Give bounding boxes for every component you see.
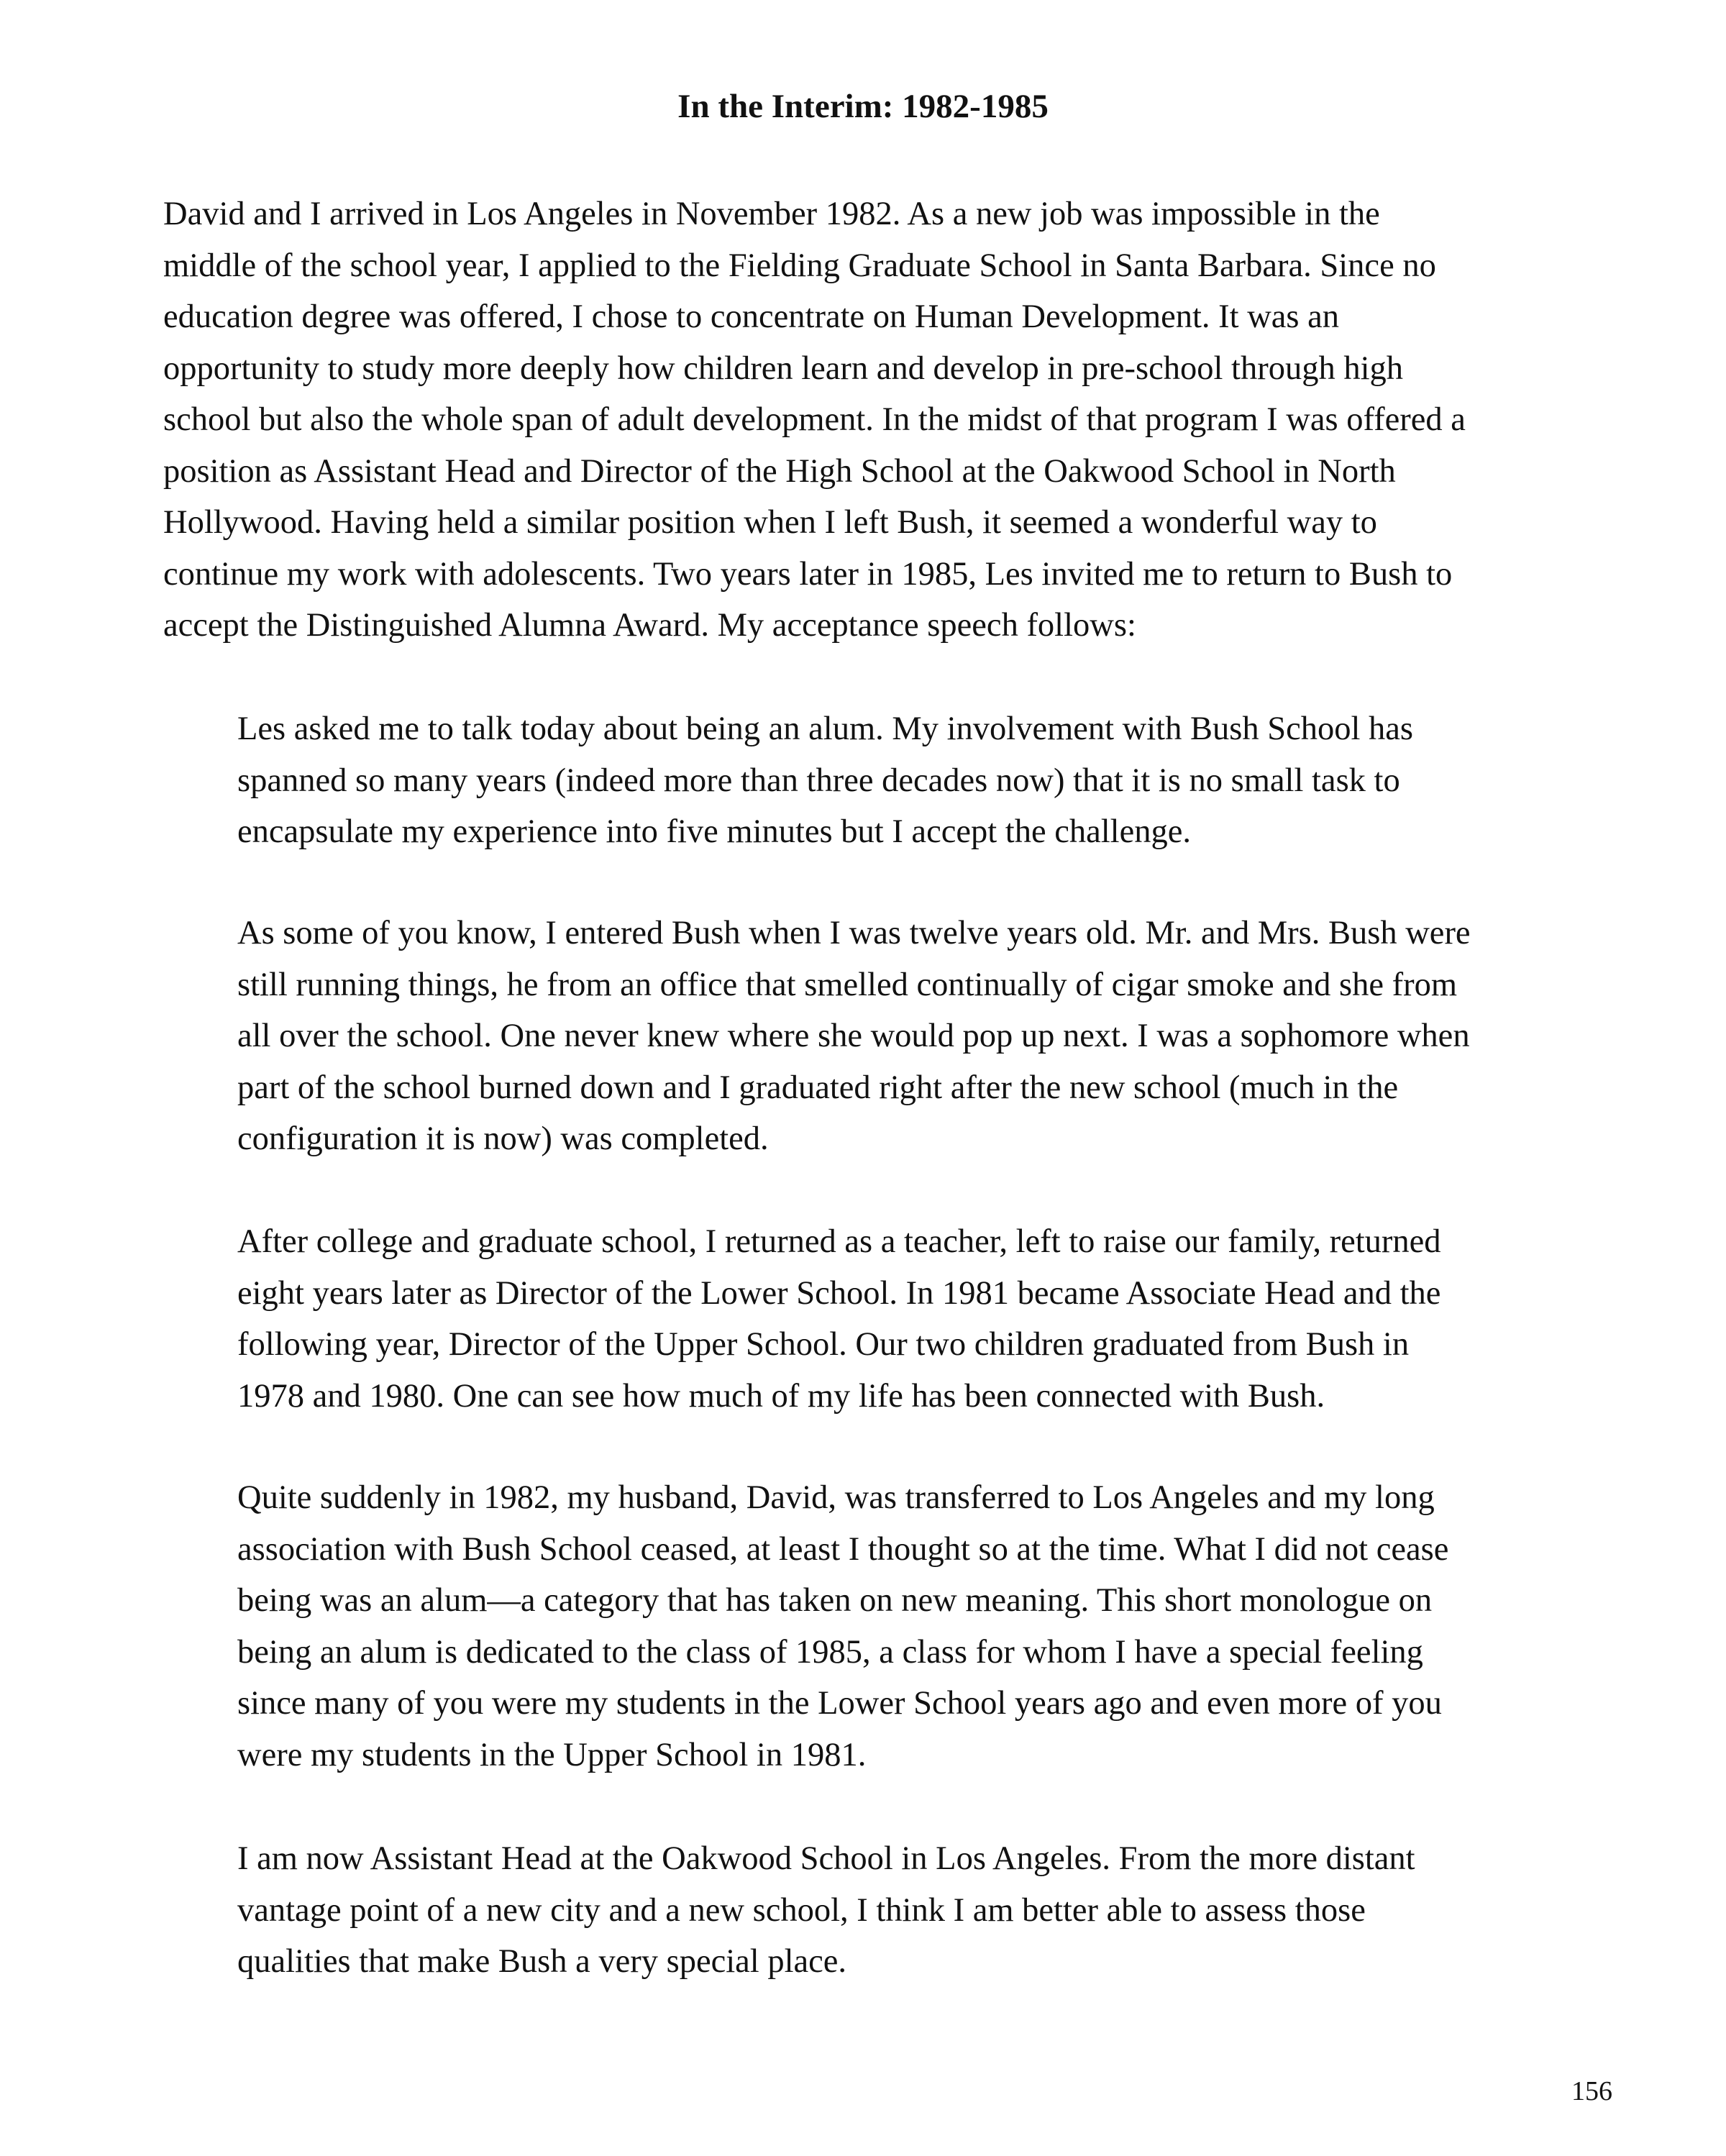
speech-paragraph bbox=[237, 1216, 1441, 1422]
text-line: position as Assistant Head and Director of the High School at the Oakwood School in North bbox=[163, 452, 1396, 490]
text-line: eight years later as Director of the Lower School. In 1981 became Associate Head and the bbox=[237, 1274, 1441, 1312]
text-line: continue my work with adolescents. Two years later in 1985, Les invited me to return to Bush to bbox=[163, 555, 1453, 593]
speech-paragraph bbox=[237, 908, 1471, 1165]
text-line: David and I arrived in Los Angeles in November 1982. As a new job was impossible in the bbox=[163, 196, 1380, 232]
text-line: As some of you know, I entered Bush when I was twelve years old. Mr. and Mrs. Bush were bbox=[237, 915, 1471, 951]
text-line: accept the Distinguished Alumna Award. My acceptance speech follows: bbox=[163, 607, 1136, 644]
text-line: I am now Assistant Head at the Oakwood School in Los Angeles. From the more distant bbox=[237, 1840, 1415, 1877]
text-line: were my students in the Upper School in 1981. bbox=[237, 1736, 867, 1773]
text-line: qualities that make Bush a very special place. bbox=[237, 1943, 847, 1980]
text-line: following year, Director of the Upper School. Our two children graduated from Bush in bbox=[237, 1326, 1410, 1363]
text-line: still running things, he from an office that smelled continually of cigar smoke and she from bbox=[237, 966, 1458, 1003]
text-line: being an alum is dedicated to the class of 1985, a class for whom I have a special feeling bbox=[237, 1633, 1423, 1671]
text-line: spanned so many years (indeed more than three decades now) that it is no small task to bbox=[237, 762, 1400, 799]
text-line: middle of the school year, I applied to the Fielding Graduate School in Santa Barbara. Since no bbox=[163, 247, 1436, 284]
speech-paragraph bbox=[237, 703, 1413, 858]
text-line: Les asked me to talk today about being an alum. My involvement with Bush School has bbox=[237, 711, 1413, 747]
speech-paragraph bbox=[237, 1833, 1415, 1988]
text-line: configuration it is now) was completed. bbox=[237, 1120, 769, 1157]
text-line: Quite suddenly in 1982, my husband, David, was transferred to Los Angeles and my long bbox=[237, 1479, 1435, 1516]
text-line: school but also the whole span of adult development. In the midst of that program I was offered a bbox=[163, 401, 1466, 438]
text-line: Hollywood. Having held a similar position when I left Bush, it seemed a wonderful way to bbox=[163, 504, 1377, 541]
text-line: part of the school burned down and I graduated right after the new school (much in the bbox=[237, 1069, 1399, 1106]
text-line: association with Bush School ceased, at least I thought so at the time. What I did not cease bbox=[237, 1530, 1449, 1568]
text-line: since many of you were my students in the Lower School years ago and even more of you bbox=[237, 1685, 1442, 1722]
speech-paragraph bbox=[237, 1472, 1448, 1781]
text-line: all over the school. One never knew where she would pop up next. I was a sophomore when bbox=[237, 1018, 1470, 1054]
page-number: 156 bbox=[1571, 2076, 1612, 2106]
text-line: After college and graduate school, I returned as a teacher, left to raise our family, returned bbox=[237, 1223, 1441, 1260]
text-line: vantage point of a new city and a new school, I think I am better able to assess those bbox=[237, 1891, 1366, 1929]
text-line: education degree was offered, I chose to concentrate on Human Development. It was an bbox=[163, 298, 1340, 335]
intro-paragraph bbox=[163, 188, 1466, 652]
text-line: encapsulate my experience into five minutes but I accept the challenge. bbox=[237, 813, 1191, 850]
text-line: opportunity to study more deeply how children learn and develop in pre-school through high bbox=[163, 350, 1403, 387]
page-title: In the Interim: 1982-1985 bbox=[677, 88, 1049, 125]
text-line: 1978 and 1980. One can see how much of my life has been connected with Bush. bbox=[237, 1377, 1325, 1415]
text-line: being was an alum—a category that has taken on new meaning. This short monologue on bbox=[237, 1582, 1433, 1619]
